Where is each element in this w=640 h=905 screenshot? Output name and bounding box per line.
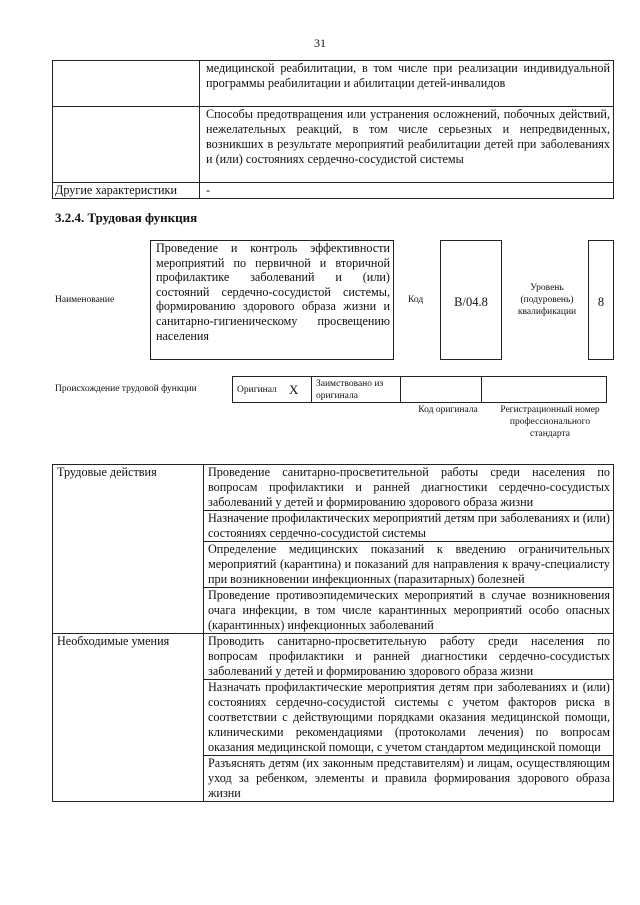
origin-label: Происхождение трудовой функции [55,384,197,394]
table-cell: Проведение санитарно-просветительной работы среди населения по вопросам профилактики и ранней диагностики сердечно-сосудистых заболеваний у детей и формированию здорового образа жизни [204,465,614,511]
skills-label: Необходимые умения [53,634,204,802]
level-label: Уровень (подуровень) квалификации [517,283,577,317]
table-cell: Определение медицинских показаний к введению ограничительных мероприятий (карантина) и показаний для направления к врачу-специалисту при возникновении инфекционных (паразитарных) болезней [204,542,614,588]
function-code: B/04.8 [440,240,502,360]
empty-cell [53,107,200,183]
code-original-caption: Код оригинала [418,405,478,415]
page-number: 31 [314,36,326,50]
code-label: Код [408,295,424,305]
original-mark: X [289,377,312,403]
actions-label: Трудовые действия [53,465,204,634]
table-cell: Разъяснять детям (их законным представителям) и лицам, осуществляющим уход за ребенком, элементы и правила формирования здорового образа жизни [204,756,614,802]
table-cell: Проведение противоэпидемических мероприятий в случае возникновения очага инфекции, в том числе карантинных мероприятий особо опасных (карантинных) инфекционных заболеваний [204,588,614,634]
other-characteristics-label: Другие характеристики [53,183,200,199]
name-label: Наименование [55,295,115,305]
origin-table [232,376,607,403]
borrowed-label: Заимствовано из оригинала [312,377,401,403]
reg-number-cell [482,377,607,403]
top-table [52,60,614,199]
code-original-cell [401,377,482,403]
function-name: Проведение и контроль эффективности мероприятий по первичной и вторичной профилактике заболеваний и (или) состояний сердечно-сосудистой системы, формированию здорового образа жизни и санитарно-гигиеническому просвещению населения [150,240,394,360]
empty-cell [53,61,200,107]
table-cell: медицинской реабилитации, в том числе при реализации индивидуальной программы реабилитации и абилитации детей-инвалидов [200,61,614,107]
reg-number-caption: Регистрационный номер профессионального стандарта [500,405,600,439]
table-cell: Способы предотвращения или устранения осложнений, побочных действий, нежелательных реакций, в том числе серьезных и непредвиденных, возникших в результате мероприятий реабилитации детей при заболеваниях и (или) состояниях сердечно-сосудистой системы [200,107,614,183]
section-heading: 3.2.4. Трудовая функция [55,210,198,225]
table-cell: Проводить санитарно-просветительную работу среди населения по вопросам профилактики и ранней диагностики сердечно-сосудистых заболеваний у детей и формированию здорового образа жизни [204,634,614,680]
qualification-level: 8 [588,240,614,360]
table-cell: Назначение профилактических мероприятий детям при заболеваниях и (или) состояниях сердечно-сосудистой системы [204,511,614,542]
table-cell: Назначать профилактические мероприятия детям при заболеваниях и (или) состояниях сердечно-сосудистой системы с учетом факторов риска в соответствии с действующими порядками оказания медицинской помощи, клиническими рекомендациями (протоколами лечения) по вопросам оказания медицинской помощи, с учетом стандартом медицинской помощи [204,680,614,756]
other-characteristics-value: - [200,183,614,199]
original-label: Оригинал [233,377,290,403]
labor-function-table [52,464,614,802]
